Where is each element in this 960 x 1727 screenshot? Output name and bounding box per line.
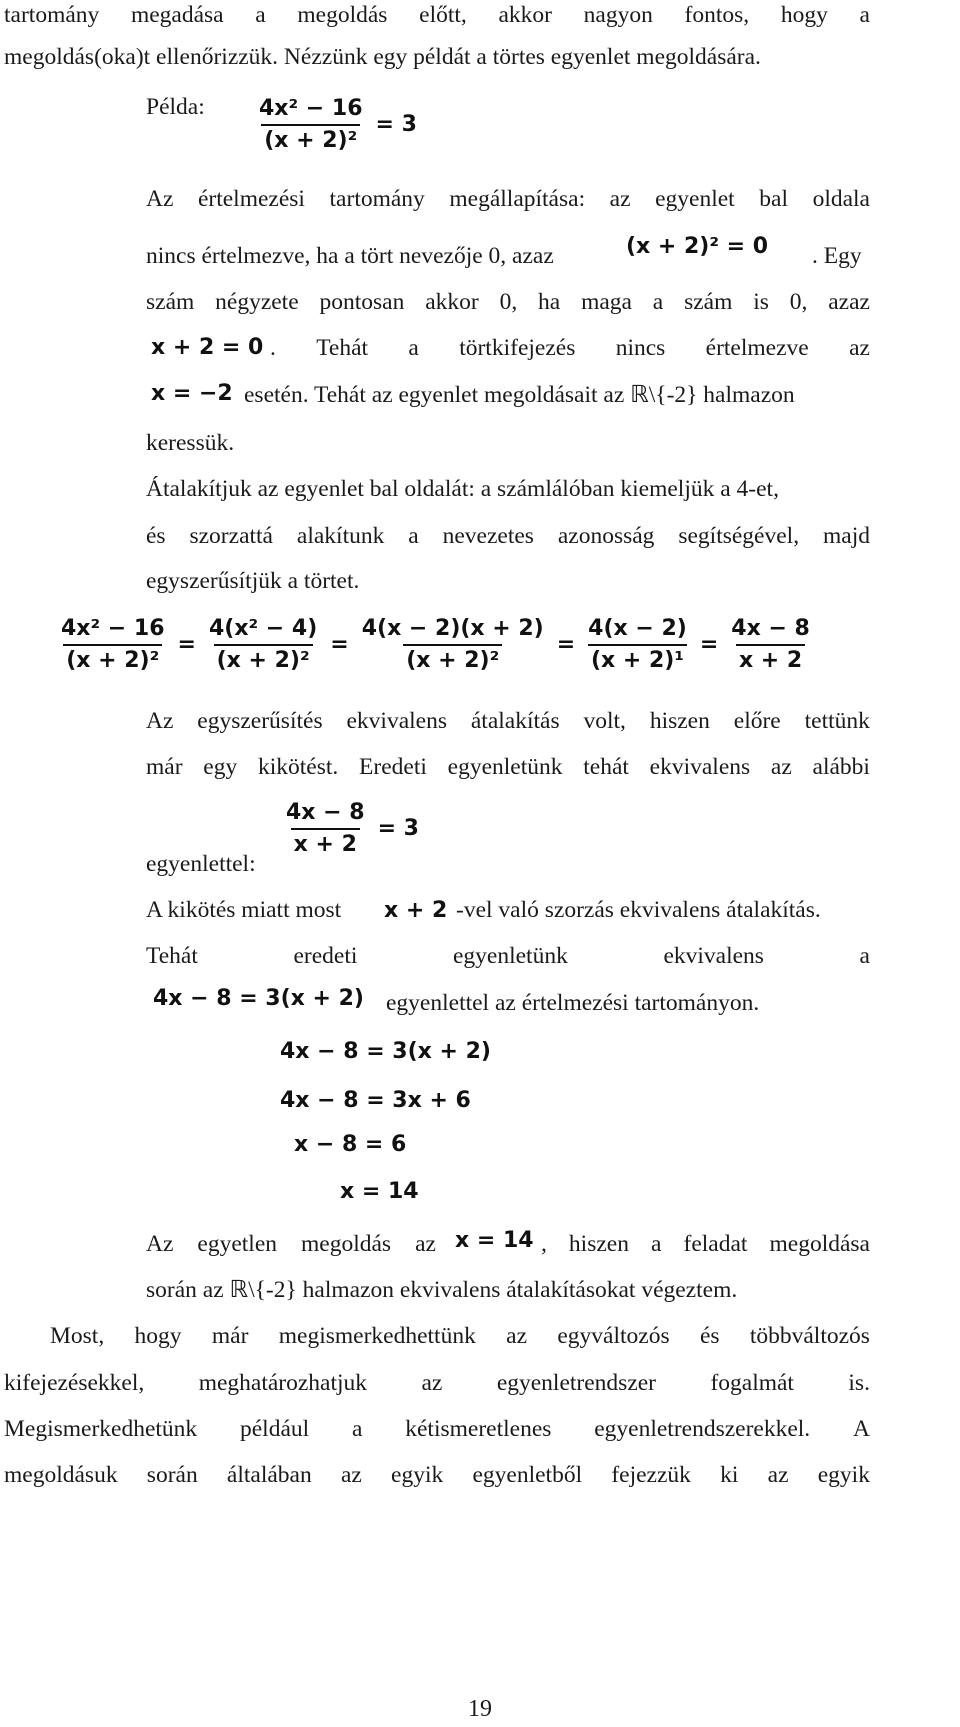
- word: egyváltozós: [557, 1323, 670, 1349]
- word: egyenletrendszerekkel.: [594, 1416, 811, 1442]
- word: Megismerkedhetünk: [4, 1416, 198, 1442]
- equation-x-plus-2: x + 2: [384, 898, 448, 923]
- word: ekvivalens: [346, 708, 447, 734]
- word: tettünk: [804, 708, 870, 734]
- simplified-fraction: [283, 802, 368, 856]
- word: eredeti: [293, 943, 358, 969]
- word: alábbi: [812, 754, 870, 780]
- word: fogalmát: [710, 1370, 794, 1396]
- equals-sign: =: [556, 632, 576, 657]
- transform-line-1: Átalakítjuk az egyenlet bal oldalát: a számlálóban kiemeljük a 4-et,: [146, 476, 779, 502]
- word: egyenletrendszer: [496, 1370, 656, 1396]
- fraction-numerator: 4x² − 16: [259, 96, 363, 121]
- step-4: x = 14: [340, 1179, 419, 1204]
- equation-denominator-zero: (x + 2)² = 0: [626, 234, 769, 259]
- word: oldala: [812, 186, 870, 212]
- fraction-denominator: x + 2: [291, 828, 360, 856]
- mult-post: -vel való szorzás ekvivalens átalakítás.: [456, 897, 821, 923]
- word: szám: [146, 289, 195, 315]
- word: ekvivalens: [649, 754, 751, 780]
- chain-fraction-3: [359, 618, 547, 672]
- word: pontosan: [319, 289, 405, 315]
- word: az: [770, 754, 792, 780]
- word: nagyon: [583, 2, 653, 28]
- word: az: [849, 335, 870, 361]
- word: az: [421, 1370, 443, 1396]
- word: megoldás: [301, 1231, 392, 1257]
- step-2: 4x − 8 = 3x + 6: [280, 1088, 471, 1113]
- text-line-2: megoldás(oka)t ellenőrizzük. Nézzünk egy példát a törtes egyenlet megoldására.: [4, 44, 761, 70]
- domain-line-2-pre: nincs értelmezve, ha a tört nevezője 0, azaz: [146, 243, 554, 269]
- word: tartomány: [329, 186, 425, 212]
- word: .: [270, 335, 276, 361]
- equiv-post: egyenlettel az értelmezési tartományon.: [386, 990, 760, 1016]
- word: egyik: [817, 1462, 870, 1488]
- chain-fraction-2: [206, 618, 320, 672]
- text-line-1: [4, 0, 870, 30]
- domain-line-4: [270, 333, 870, 363]
- word: alakítunk: [296, 523, 385, 549]
- word: megoldásuk: [4, 1462, 118, 1488]
- word: átalakítás: [470, 708, 560, 734]
- word: a: [408, 523, 419, 549]
- fraction-numerator: 4x − 8: [286, 800, 365, 825]
- word: előtt,: [419, 2, 467, 28]
- equation-rhs: = 3: [377, 816, 419, 841]
- word: a: [351, 1416, 363, 1442]
- word: és: [146, 523, 166, 549]
- word: Eredeti: [359, 754, 427, 780]
- word: Tehát: [316, 335, 369, 361]
- word: 0,: [789, 289, 808, 315]
- word: például: [240, 1416, 310, 1442]
- word: során: [146, 1462, 198, 1488]
- word: 0,: [499, 289, 518, 315]
- word: többváltozós: [749, 1323, 870, 1349]
- word: A: [852, 1416, 870, 1442]
- word: Most,: [50, 1323, 105, 1349]
- word: már: [146, 754, 183, 780]
- word: kifejezésekkel,: [4, 1370, 145, 1396]
- word: Tehát: [146, 943, 198, 969]
- word: a: [859, 2, 870, 28]
- word: értelmezési: [197, 186, 305, 212]
- word: azonosság: [557, 523, 655, 549]
- word: nevezetes: [442, 523, 534, 549]
- page-number: 19: [468, 1696, 492, 1722]
- fraction-denominator: x + 2: [736, 644, 805, 672]
- simplified-equation: [283, 802, 429, 856]
- word: kétismeretlenes: [405, 1416, 552, 1442]
- domain-line-6: keressük.: [146, 430, 235, 456]
- word: előre: [733, 708, 781, 734]
- example-equation: [256, 98, 427, 152]
- word: volt,: [583, 708, 626, 734]
- word: már: [211, 1323, 249, 1349]
- word: megállapítása:: [449, 186, 586, 212]
- solution-line-2: során az ℝ\{-2} halmazon ekvivalens átalakításokat végeztem.: [146, 1277, 738, 1303]
- word: szorzattá: [189, 523, 273, 549]
- equation-equivalent: 4x − 8 = 3(x + 2): [153, 986, 364, 1011]
- equals-sign: =: [699, 632, 719, 657]
- word: ,: [541, 1231, 547, 1257]
- word: a: [859, 943, 870, 969]
- fraction-denominator: (x + 2)²: [261, 124, 360, 152]
- word: megoldás: [297, 2, 388, 28]
- transform-line-3: egyszerűsítjük a törtet.: [146, 568, 360, 594]
- word: majd: [822, 523, 870, 549]
- fraction-numerator: 4(x − 2)(x + 2): [361, 616, 544, 641]
- word: akkor: [498, 2, 552, 28]
- word: megoldása: [769, 1231, 870, 1257]
- fraction-numerator: 4(x² − 4): [208, 616, 318, 641]
- word: egyenletünk: [452, 943, 568, 969]
- word: egyenlet: [655, 186, 735, 212]
- simplify-line-2: [146, 752, 870, 782]
- word: egyetlen: [197, 1231, 278, 1257]
- word: Az: [146, 186, 174, 212]
- word: ekvivalens: [663, 943, 764, 969]
- word: segítségével,: [678, 523, 800, 549]
- domain-line-2-post: . Egy: [812, 243, 862, 269]
- step-3: x − 8 = 6: [294, 1132, 407, 1157]
- word: ki: [720, 1462, 739, 1488]
- mult-pre: A kikötés miatt most: [146, 897, 342, 923]
- word: a: [651, 1231, 662, 1257]
- word: négyzete: [215, 289, 299, 315]
- word: hiszen: [568, 1231, 629, 1257]
- para-line-1: [50, 1321, 870, 1351]
- fraction-denominator: (x + 2)²: [214, 644, 313, 672]
- chain-fraction-4: [585, 618, 690, 672]
- word: egyszerűsítés: [197, 708, 323, 734]
- step-1: 4x − 8 = 3(x + 2): [280, 1039, 491, 1064]
- chain-fraction-1: [58, 618, 168, 672]
- word: meghatározhatjuk: [198, 1370, 368, 1396]
- word: ha: [538, 289, 561, 315]
- domain-line-1: [146, 184, 870, 214]
- word: törtkifejezés: [459, 335, 576, 361]
- equation-rhs: = 3: [375, 112, 417, 137]
- simplify-line-3: egyenlettel:: [146, 851, 256, 877]
- word: egyenletből: [472, 1462, 583, 1488]
- word: nincs: [615, 335, 666, 361]
- word: és: [699, 1323, 720, 1349]
- word: a: [652, 289, 664, 315]
- equation-x-plus-2-zero: x + 2 = 0: [151, 335, 264, 360]
- word: a: [255, 2, 266, 28]
- word: fontos,: [684, 2, 750, 28]
- simplification-chain: [58, 618, 813, 672]
- domain-line-3: [146, 287, 870, 317]
- para-line-3: [4, 1414, 870, 1444]
- word: általában: [226, 1462, 312, 1488]
- transform-line-2: [146, 521, 870, 551]
- word: kikötést.: [257, 754, 339, 780]
- word: hiszen: [649, 708, 710, 734]
- fraction-denominator: (x + 2)²: [403, 644, 502, 672]
- word: fejezzük: [611, 1462, 691, 1488]
- equiv-line: [146, 941, 870, 971]
- word: bal: [759, 186, 788, 212]
- word: az: [506, 1323, 528, 1349]
- word: egy: [203, 754, 238, 780]
- equation-solution: x = 14: [455, 1228, 534, 1253]
- word: a: [408, 335, 419, 361]
- fraction-numerator: 4x − 8: [731, 616, 810, 641]
- word: megadása: [130, 2, 224, 28]
- word: az: [415, 1231, 436, 1257]
- chain-fraction-5: [728, 618, 813, 672]
- word: is: [753, 289, 769, 315]
- word: Az: [146, 1231, 174, 1257]
- equals-sign: =: [177, 632, 196, 657]
- word: tartomány: [4, 2, 100, 28]
- word: akkor: [425, 289, 479, 315]
- word: az: [609, 186, 631, 212]
- simplify-line-1: [146, 706, 870, 736]
- fraction-numerator: 4(x − 2): [588, 616, 687, 641]
- word: hogy: [780, 2, 828, 28]
- word: Az: [146, 708, 174, 734]
- para-line-4: [4, 1460, 870, 1490]
- example-label: Példa:: [146, 94, 205, 120]
- word: hogy: [134, 1323, 182, 1349]
- word: az: [767, 1462, 789, 1488]
- word: egyenletünk: [447, 754, 563, 780]
- para-line-2: [4, 1368, 870, 1398]
- equals-sign: =: [330, 632, 349, 657]
- word: feladat: [683, 1231, 748, 1257]
- word: az: [340, 1462, 362, 1488]
- word: is.: [848, 1370, 870, 1396]
- solution-line-1-post: [541, 1229, 870, 1259]
- solution-line-1-pre: [146, 1229, 436, 1259]
- word: maga: [581, 289, 632, 315]
- domain-line-5: esetén. Tehát az egyenlet megoldásait az ℝ\{-2} halmazon: [244, 382, 795, 408]
- example-fraction: [256, 98, 366, 152]
- word: egyik: [391, 1462, 444, 1488]
- fraction-numerator: 4x² − 16: [61, 616, 165, 641]
- word: azaz: [828, 289, 870, 315]
- equation-x-minus-2: x = −2: [151, 381, 233, 406]
- fraction-denominator: (x + 2)²: [63, 644, 162, 672]
- word: tehát: [583, 754, 629, 780]
- fraction-denominator: (x + 2)¹: [588, 644, 687, 672]
- word: értelmezve: [705, 335, 809, 361]
- word: megismerkedhettünk: [278, 1323, 476, 1349]
- word: szám: [684, 289, 733, 315]
